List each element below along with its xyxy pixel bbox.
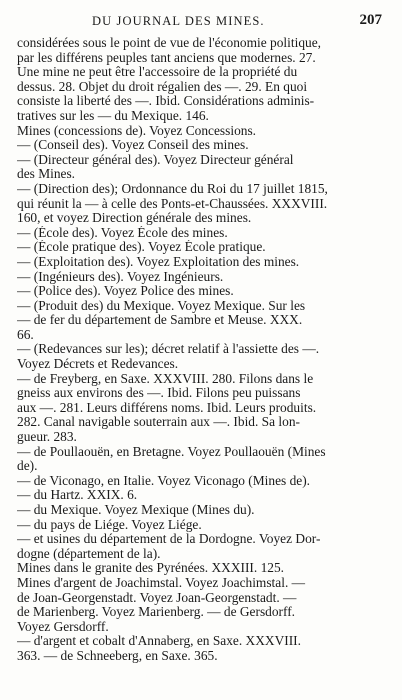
text-line: — de fer du département de Sambre et Meuse. XXX. xyxy=(17,313,303,328)
index-entry: — (École pratique des). Voyez École pratique. xyxy=(17,240,266,255)
text-line: 363. — de Schneeberg, en Saxe. 365. xyxy=(17,648,218,663)
index-entry: — et usines du département de la Dordogne. Voyez Dor- xyxy=(17,532,321,547)
page-number: 207 xyxy=(359,12,382,28)
index-entry: — (École des). Voyez École des mines. xyxy=(17,225,228,240)
text-line: Voyez Gersdorff. xyxy=(17,619,109,634)
text-line: dogne (département de la). xyxy=(17,546,161,561)
text-line: qui réunit la — à celle des Ponts-et-Chaussées. XXXVIII. xyxy=(17,196,328,211)
index-entry: — (Conseil des). Voyez Conseil des mines. xyxy=(17,138,249,153)
index-entry: — du pays de Liége. Voyez Liége. xyxy=(17,517,202,532)
index-entry: Mines d'argent de Joachimstal. Voyez Joachimstal. — xyxy=(17,575,306,590)
text-line: aux —. 281. Leurs différens noms. Ibid. Leurs produits. xyxy=(17,400,317,415)
text-line: 160, et voyez Direction générale des mines. xyxy=(17,211,252,226)
text-line: consiste la liberté des —. Ibid. Considérations adminis- xyxy=(17,94,315,109)
text-line: 282. Canal navigable souterrain aux —. Ibid. Sa lon- xyxy=(17,415,300,430)
running-title: DU JOURNAL DES MINES. xyxy=(92,14,265,28)
text-line: de Joan-Georgenstadt. Voyez Joan-Georgenstadt. — xyxy=(17,590,297,605)
index-entry: — (Redevances sur les); décret relatif à l'assiette des —. xyxy=(17,342,320,357)
text-line: tratives sur les — du Mexique. 146. xyxy=(17,108,209,123)
index-entry: — de Freyberg, en Saxe. XXXVIII. 280. Filons dans le xyxy=(17,371,314,386)
index-entry: — du Hartz. XXIX. 6. xyxy=(17,488,138,503)
index-entry: — (Police des). Voyez Police des mines. xyxy=(17,284,234,299)
index-entry: Mines dans le granite des Pyrénées. XXXIII. 125. xyxy=(17,561,285,576)
index-entry: — de Poullaouën, en Bretagne. Voyez Poullaouën (Mines xyxy=(17,444,326,459)
index-entry: — du Mexique. Voyez Mexique (Mines du). xyxy=(17,503,255,517)
index-entry: — (Exploitation des). Voyez Exploitation des mines. xyxy=(17,254,300,269)
index-text-block xyxy=(17,36,392,664)
text-line: dessus. 28. Objet du droit régalien des —. 29. En quoi xyxy=(17,79,308,94)
index-entry: — (Ingénieurs des). Voyez Ingénieurs. xyxy=(17,269,224,284)
text-line: de Marienberg. Voyez Marienberg. — de Gersdorff. xyxy=(17,605,296,620)
text-line: gueur. 283. xyxy=(17,430,77,445)
text-line: 66. xyxy=(17,327,34,342)
text-line: Voyez Décrets et Redevances. xyxy=(17,357,179,372)
text-line: Une mine ne peut être l'accessoire de la propriété du xyxy=(17,65,298,80)
index-entry: — (Directeur général des). Voyez Directeur général xyxy=(17,152,294,167)
text-line: gneiss aux environs des —. Ibid. Filons peu puissans xyxy=(17,386,301,401)
index-entry: — de Viconago, en Italie. Voyez Viconago (Mines de). xyxy=(17,473,311,488)
running-head xyxy=(0,12,402,32)
index-entry: — d'argent et cobalt d'Annaberg, en Saxe. XXXVIII. xyxy=(17,634,301,649)
index-entry: — (Produit des) du Mexique. Voyez Mexique. Sur les xyxy=(17,298,306,313)
index-entry: — (Direction des); Ordonnance du Roi du 17 juillet 1815, xyxy=(17,181,328,196)
index-entry: Mines (concessions de). Voyez Concessions. xyxy=(17,123,257,138)
text-line: considérées sous le point de vue de l'économie politique, xyxy=(17,36,321,50)
text-line: par les différens peuples tant anciens que modernes. 27. xyxy=(17,50,316,65)
text-line: des Mines. xyxy=(17,167,76,182)
text-line: de). xyxy=(17,459,38,474)
